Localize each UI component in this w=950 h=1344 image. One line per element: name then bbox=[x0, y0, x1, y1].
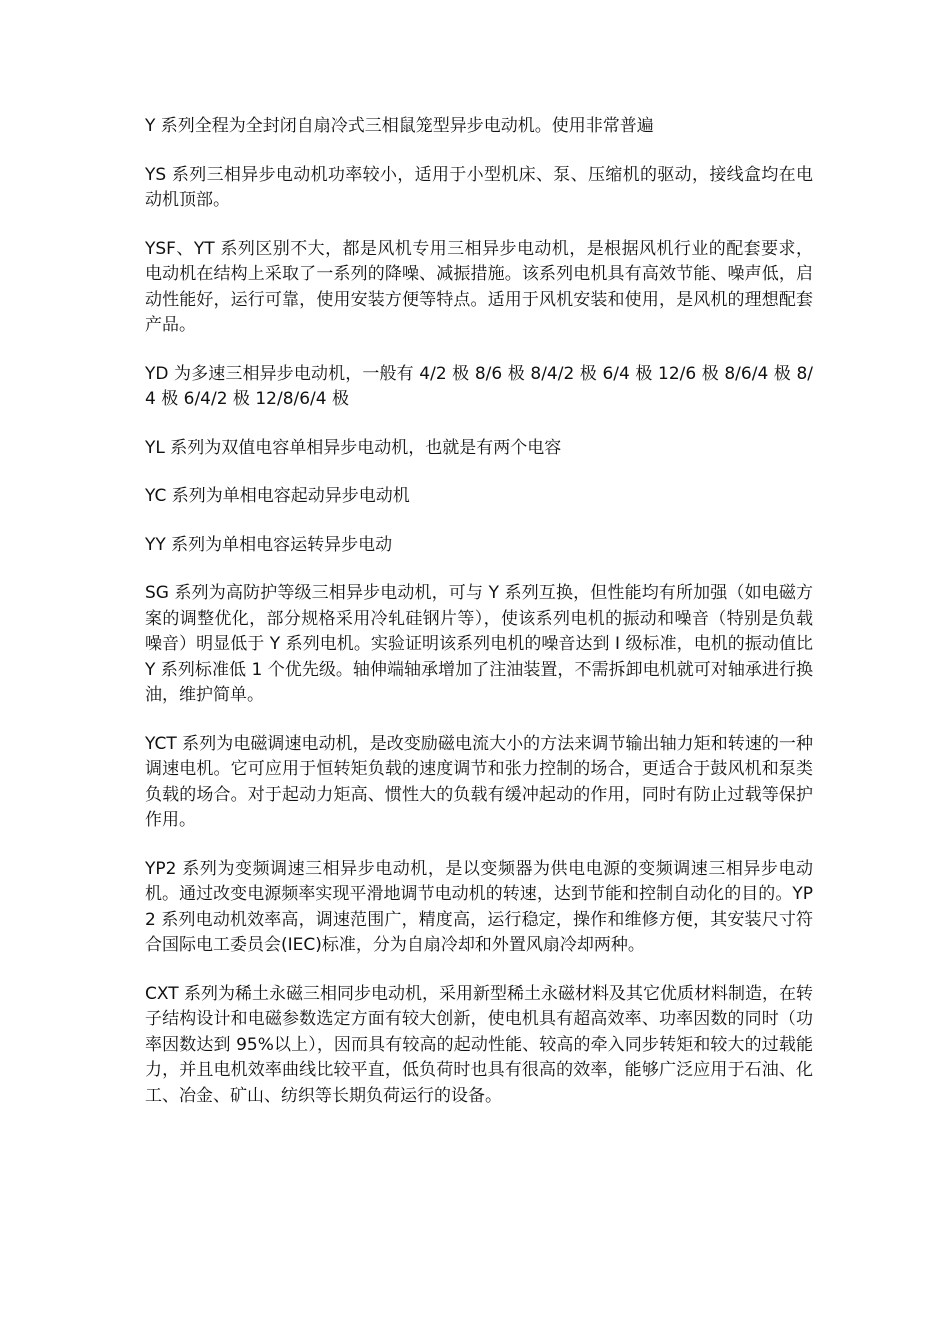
paragraph-ysf-yt-series: YSF、YT 系列区别不大，都是风机专用三相异步电动机，是根据风机行业的配套要求，电动机在结构上采取了一系列的降噪、减振措施。该系列电机具有高效节能、噪声低，启动性能好，运行可靠，使用安装方便等特点。适用于风机安装和使用，是风机的理想配套产品。 bbox=[145, 238, 813, 335]
paragraph-yc-series: YC 系列为单相电容起动异步电动机 bbox=[145, 486, 410, 506]
paragraph-cxt-series: CXT 系列为稀土永磁三相同步电动机，采用新型稀土永磁材料及其它优质材料制造，在转子结构设计和电磁参数选定方面有较大创新，使电机具有超高效率、功率因数的同时（功率因数达到 95%以上），因而具有较高的起动性能、较高的牵入同步转矩和较大的过载能力，并且电机效率曲线比较平直，低负荷时也具有很高的效率，能够广泛应用于石油、化工、冶金、矿山、纺织等长期负荷运行的设备。 bbox=[145, 983, 814, 1106]
paragraph-yd-series: YD 为多速三相异步电动机，一般有 4/2 极 8/6 极 8/4/2 极 6/4 极 12/6 极 8/6/4 极 8/4 极 6/4/2 极 12/8/6/4 极 bbox=[145, 363, 813, 409]
paragraph-yl-series: YL 系列为双值电容单相异步电动机，也就是有两个电容 bbox=[145, 437, 562, 458]
paragraph-yy-series: YY 系列为单相电容运转异步电动 bbox=[145, 534, 393, 555]
paragraph-sg-series: SG 系列为高防护等级三相异步电动机，可与 Y 系列互换，但性能均有所加强（如电磁方案的调整优化，部分规格采用冷轧硅钢片等），使该系列电机的振动和噪音（特别是负载噪音）明显低于 Y 系列电机。实验证明该系列电机的噪音达到 I 级标准，电机的振动值比 Y 系列标准低 1 个优先级。轴伸端轴承增加了注油装置，不需拆卸电机就可对轴承进行换油，维护简单。 bbox=[145, 583, 813, 705]
paragraph-y-series: Y 系列全程为全封闭自扇冷式三相鼠笼型异步电动机。使用非常普遍 bbox=[145, 116, 654, 136]
document-body bbox=[145, 114, 813, 1132]
paragraph-ys-series: YS 系列三相异步电动机功率较小，适用于小型机床、泵、压缩机的驱动，接线盒均在电动机顶部。 bbox=[145, 164, 813, 210]
paragraph-yp2-series: YP2 系列为变频调速三相异步电动机，是以变频器为供电电源的变频调速三相异步电动机。通过改变电源频率实现平滑地调节电动机的转速，达到节能和控制自动化的目的。YP2 系列电动机效率高，调速范围广，精度高，运行稳定，操作和维修方便，其安装尺寸符合国际电工委员会(IEC)标准，分为自扇冷却和外置风扇冷却两种。 bbox=[145, 858, 813, 955]
paragraph-yct-series: YCT 系列为电磁调速电动机，是改变励磁电流大小的方法来调节输出轴力矩和转速的一种调速电机。它可应用于恒转矩负载的速度调节和张力控制的场合，更适合于鼓风机和泵类负载的场合。对于起动力矩高、惯性大的负载有缓冲起动的作用，同时有防止过载等保护作用。 bbox=[145, 733, 813, 830]
